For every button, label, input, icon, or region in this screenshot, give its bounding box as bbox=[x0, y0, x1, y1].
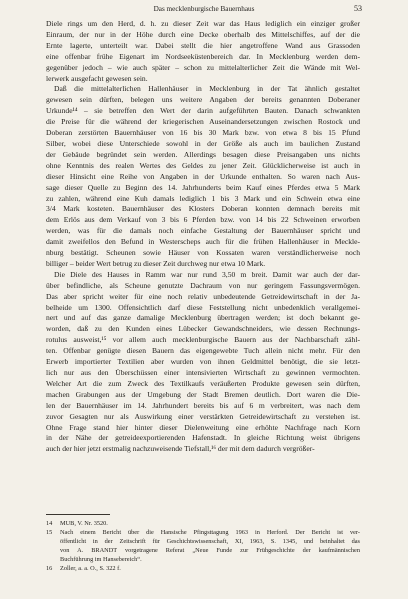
footnote-number: 14 bbox=[46, 520, 53, 527]
text-line: Ohne Frage stand hier hinter dieser Dielenweitung eine erhöhte Nachfrage nach Korn bbox=[46, 422, 360, 432]
text-line: über befindliche, als Scheune genutzte Dachraum von nur geringem Fassungsvermögen. bbox=[46, 280, 360, 290]
text-line: Doberan zerstörten Bauernhäuser von 16 bis 30 Mark bzw. von etwa 8 bis 15 Pfund bbox=[46, 128, 360, 138]
footnote-text bbox=[60, 528, 360, 564]
text-line: zuvor Gesagten nur als Auswirkung einer verstärkten Getreidewirtschaft zu verstehen ist. bbox=[46, 411, 360, 421]
text-line: auch der hier jetzt erstmalig nachzuweisende Tiefstall,¹⁶ der mit dem dadurch vergrößer- bbox=[46, 444, 315, 454]
text-line: werden, was für die damals noch einfache Gestaltung der Bauernhäuser spricht und bbox=[46, 226, 360, 236]
footnote bbox=[46, 519, 360, 528]
text-line: Urkunde¹⁴ – sie betreffen den Wert der darin aufgeführten Bauten. Danach schwankten bbox=[46, 106, 360, 116]
text-line: dieser Hinsicht eine Reihe von Angaben in der Urkunde enthalten. So waren nach Aus- bbox=[46, 171, 360, 181]
text-line: gegenüber jedoch – wie auch später – schon zu mittelalterlicher Zeit die Wände mit Wel- bbox=[46, 62, 360, 72]
text-line: Die Diele des Hauses in Ramm war nur rund 3,50 m breit. Damit war auch der dar- bbox=[54, 269, 360, 279]
paragraph bbox=[46, 84, 360, 269]
footnote-number: 16 bbox=[46, 565, 53, 572]
footnote bbox=[46, 528, 360, 564]
page-number: 53 bbox=[354, 4, 362, 13]
footnote-line: Zoller, a. a. O., S. 322 f. bbox=[60, 565, 121, 572]
text-line: belheide um 1300. Offensichtlich darf diese Feststellung nicht unbedenklich verallgemei- bbox=[46, 302, 360, 312]
text-line: ohne Kenntnis des realen Wertes des Geldes zu jener Zeit. Glücklicherweise ist auch in bbox=[46, 160, 360, 170]
text-line: gewesen sein dürften, belegen uns weitere Angaben der bereits genannten Doberaner bbox=[46, 95, 360, 105]
text-line: ten. Offenbar genügte diesen Bauern das eigengewebte Tuch allein nicht mehr. Für den bbox=[46, 346, 360, 356]
text-line: eine offenbar frühe Eigenart im Nordseeküstenbereich dar. In Mecklenburg werden dem- bbox=[46, 51, 360, 61]
text-line: lerwerk ausgefacht gewesen sein. bbox=[46, 73, 148, 83]
running-title: Das mecklenburgische Bauernhaus bbox=[153, 5, 255, 13]
text-line: zu zahlen, während eine Kuh damals lediglich 1 bis 3 Mark und ein Schwein etwa eine bbox=[46, 193, 360, 203]
footnote-line: öffentlicht in der Zeitschrift für Geschichtswissenschaft, XI, 1963, S. 1345, und beinhaltet das bbox=[60, 538, 360, 545]
text-line: dem Erlös aus dem Verkauf von 3 bis 6 Pferden bzw. von 14 bis 22 Schweinen erworben bbox=[46, 215, 360, 225]
text-line: der Gebäude begründet sein werden. Allerdings besagen diese Preisangaben uns nichts bbox=[46, 149, 360, 159]
text-line: machen Grabungen aus der Umgebung der Stadt Bremen deutlich. Dort waren die Die- bbox=[46, 389, 360, 399]
footnote-line: MUB, V. Nr. 3520. bbox=[60, 520, 108, 527]
text-line: in der Nähe der getreideexportierenden Hafenstadt. In gleiche Richtung weist übrigens bbox=[46, 433, 360, 443]
text-line: nert und auf das ganze damalige Mecklenburg übertragen werden; ist doch bekannt ge- bbox=[46, 313, 360, 323]
footnotes bbox=[46, 519, 360, 573]
text-line: Silber, wobei diese Unterschiede sowohl in der Größe als auch im baulichen Zustand bbox=[46, 138, 360, 148]
footnote bbox=[46, 564, 360, 573]
footnote-line: Nach einem Bericht über die Hansische Pfingsttagung 1963 in Herford. Der Bericht ist ver- bbox=[60, 529, 360, 536]
text-line: len der Bauernhäuser im 14. Jahrhundert bereits bis auf 6 m verbreitert, was nach dem bbox=[46, 400, 360, 410]
text-line: Einraum, der nur in der Höhe durch eine Decke oberhalb des Mittelschiffes, auf der die bbox=[46, 29, 360, 39]
text-line: die Preise für die während der kriegerischen Auseinandersetzungen zwischen Rostock und bbox=[46, 117, 360, 127]
paragraph bbox=[46, 270, 360, 455]
text-line: Daß die mittelalterlichen Hallenhäuser in Mecklenburg in der Tat ähnlich gestaltet bbox=[54, 84, 360, 94]
text-line: Welcher Art die zum Zweck des Textilkaufs veräußerten Produkte gewesen sein dürften, bbox=[46, 378, 360, 388]
footnote-line: Buchführung im Hansebereich“. bbox=[60, 556, 142, 563]
text-line: sage dieser Quelle zu Beginn des 14. Jahrhunderts beim Kauf eines Pferdes etwa 5 Mark bbox=[46, 182, 360, 192]
footnote-number: 15 bbox=[46, 529, 53, 536]
paragraph bbox=[46, 19, 360, 84]
text-line: Ernte lagerte, unterteilt war. Dabei stellt die hier angetroffene Wand aus Grassoden bbox=[46, 40, 360, 50]
text-line: 3/4 Mark kosteten. Bauernhäuser des Klosters Doberan konnten demnach bereits mit bbox=[46, 204, 360, 214]
text-line: lich nur aus den Überschüssen einer intensivierten Wirtschaft zu gewinnen vermochten. bbox=[46, 368, 360, 377]
text-line: rotulus ausweist,¹⁵ vor allem auch mecklenburgische Bauern aus der Nachbarschaft zähl- bbox=[46, 335, 360, 345]
footnote-line: von A. BRANDT vorgetragene Referat „Neue Funde zur Frühgeschichte der kaufmännischen bbox=[60, 547, 360, 554]
text-line: billiger – beider Wert betrug zu dieser Zeit durchweg nur etwa 10 Mark. bbox=[46, 258, 266, 268]
text-line: Erwerb importierter Textilien aber wurden von ihnen Geldmittel benötigt, die sie letzt- bbox=[46, 357, 360, 367]
text-line: damit zweifellos den Befund in Westerscheps auch für die frühen Hallenhäuser in Meckle- bbox=[46, 237, 360, 247]
footnote-separator bbox=[46, 514, 110, 515]
footnote-text bbox=[60, 564, 360, 573]
body-text bbox=[46, 19, 360, 455]
text-line: Diele rings um den Herd, d. h. zu dieser Zeit war das Haus lediglich ein einziger großer bbox=[46, 19, 360, 28]
text-line: nburg bestätigt. Scheunen sowie Häuser von Kossaten waren verständlicherweise noch bbox=[46, 248, 360, 258]
text-line: worden, daß zu den Kunden eines Lübecker Gewandschneiders, wie dessen Rechnungs- bbox=[46, 324, 360, 334]
footnote-text bbox=[60, 519, 360, 528]
text-line: Das aber spricht weiter für eine noch relativ unbedeutende Getreidewirtschaft in der Ja- bbox=[46, 291, 360, 301]
